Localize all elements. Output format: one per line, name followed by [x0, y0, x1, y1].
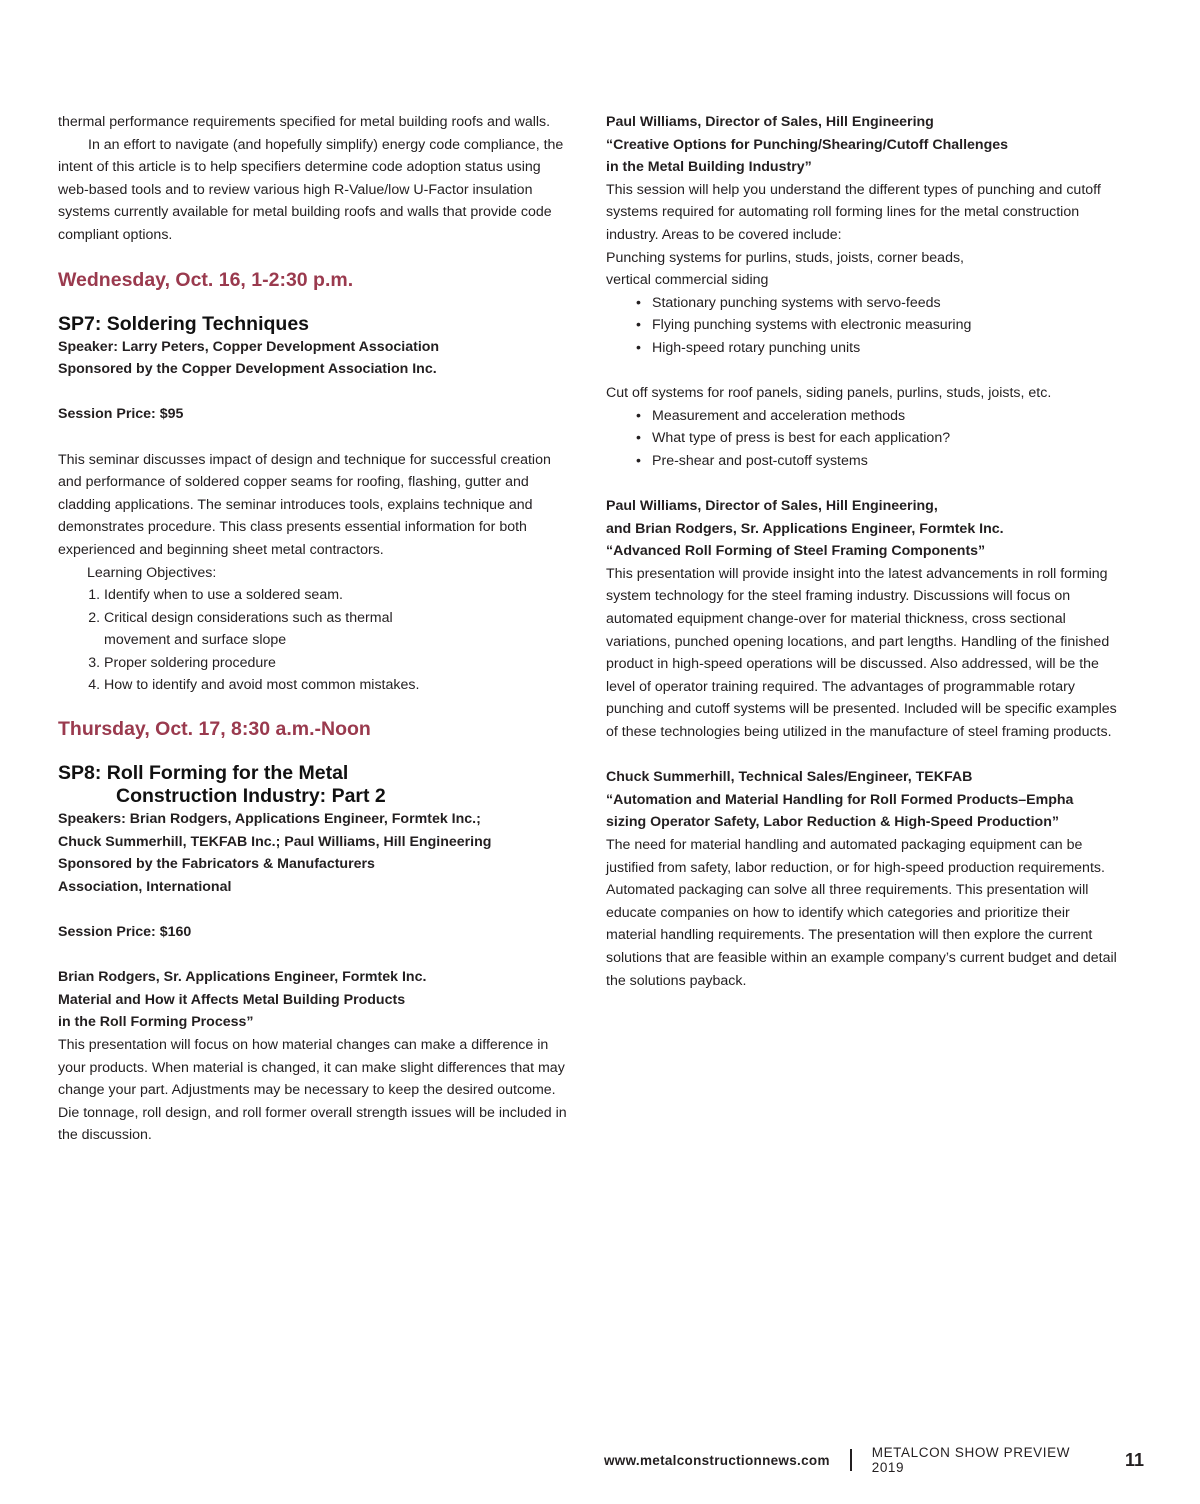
talk3-body: This presentation will provide insight into the latest advancements in roll forming system technology for the steel framing industry. Discussions will focus on automated equipment change-over for material thickness, cross sectional variations, punched opening locations, and part lengths. Handling of the finished product in high-speed operations will be discussed. Also addressed, will be the level of operator training required. The advantages of programmable rotary punching and cutoff systems will be presented. Included will be specific examples of these technologies being utilized in the manufacture of steel framing products. — [606, 565, 1117, 741]
list-item: • Stationary punching systems with servo-feeds — [652, 292, 1118, 315]
talk3-speaker-line2: and Brian Rodgers, Sr. Applications Engineer, Formtek Inc. — [606, 520, 1004, 537]
talk1-body: This presentation will focus on how material changes can make a difference in your products. When material is changed, it can make slight differences that may change your part. Adjustments may be necessary to keep the desired outcome. Die tonnage, roll design, and roll former overall strength issues will be included in the discussion. — [58, 1037, 567, 1144]
sp8-price: Session Price: $160 — [58, 924, 192, 941]
list-item: • Measurement and acceleration methods — [652, 405, 1118, 428]
talk2-punch-line2: vertical commercial siding — [606, 272, 769, 289]
day-heading-wednesday: Wednesday, Oct. 16, 1-2:30 p.m. — [58, 268, 354, 291]
sp8-sponsor-line2: Association, International — [58, 878, 232, 895]
sp8-title-line1: SP8: Roll Forming for the Metal — [58, 762, 349, 785]
sp7-objectives-list — [58, 584, 570, 697]
talk2-body: This session will help you understand the different types of punching and cutoff systems required for automating roll forming lines for the metal construction industry. Areas to be covered include: — [606, 181, 1101, 243]
talk2-punch-line1: Punching systems for purlins, studs, joists, corner beads, — [606, 249, 964, 266]
talk4-body: The need for material handling and automated packaging equipment can be justified from safety, labor reduction, or for high-speed production requirements. Automated packaging can solve all three requirements. This presentation will educate companies on how to identify which categories and prioritize their material handling requirements. The presentation will then explore the current solutions that are feasible within an example company’s current budget and detail the solutions payback. — [606, 837, 1117, 989]
bullet-icon: • — [636, 339, 641, 356]
list-item: • What type of press is best for each application? — [652, 427, 1118, 450]
list-item: 2. Critical design considerations such as thermal movement and surface slope — [104, 607, 570, 652]
talk2-speaker: Paul Williams, Director of Sales, Hill Engineering — [606, 114, 934, 130]
sp8-title — [58, 762, 570, 808]
punch-bullet-list — [606, 292, 1118, 360]
intro-line: thermal performance requirements specified for metal building roofs and walls. — [58, 114, 551, 130]
bullet-icon: • — [636, 317, 641, 334]
bullet-icon: • — [636, 294, 641, 311]
sp7-price: Session Price: $95 — [58, 406, 184, 423]
list-item: • High-speed rotary punching units — [652, 337, 1118, 360]
talk4-title-line2: sizing Operator Safety, Labor Reduction & High-Speed Production” — [606, 814, 1059, 831]
talk4-title-line1: “Automation and Material Handling for Roll Formed Products–Empha — [606, 791, 1074, 808]
bullet-icon: • — [636, 407, 641, 424]
intro-paragraph: In an effort to navigate (and hopefully simplify) energy code compliance, the intent of this article is to help specifiers determine code adoption status using web-based tools and to review various high R-Value/low U-Factor insulation systems currently available for metal building roofs and walls that provide code compliant options. — [58, 136, 564, 243]
page-footer — [604, 1445, 1144, 1475]
sp8-sponsor-line1: Sponsored by the Fabricators & Manufacturers — [58, 856, 375, 873]
list-item: 1. Identify when to use a soldered seam. — [104, 584, 570, 607]
left-column — [58, 111, 570, 1147]
list-item: 3. Proper soldering procedure — [104, 652, 570, 675]
sp8-speakers-line1: Speakers: Brian Rodgers, Applications Engineer, Formtek Inc.; — [58, 811, 481, 828]
sp8-speakers-line2: Chuck Summerhill, TEKFAB Inc.; Paul Williams, Hill Engineering — [58, 833, 492, 850]
sp7-title: SP7: Soldering Techniques — [58, 312, 310, 335]
footer-divider — [850, 1449, 852, 1471]
day-heading-thursday: Thursday, Oct. 17, 8:30 a.m.-Noon — [58, 718, 371, 741]
sp7-objectives-label: Learning Objectives: — [87, 564, 217, 581]
talk2-cutoff-line: Cut off systems for roof panels, siding panels, purlins, studs, joists, etc. — [606, 385, 1052, 402]
cutoff-bullet-list — [606, 405, 1118, 473]
talk1-title-line2: in the Roll Forming Process” — [58, 1014, 254, 1031]
talk4-speaker: Chuck Summerhill, Technical Sales/Engineer, TEKFAB — [606, 769, 973, 786]
sp7-sponsor: Sponsored by the Copper Development Association Inc. — [58, 361, 437, 378]
publication-name: METALCON SHOW PREVIEW 2019 — [871, 1445, 1071, 1475]
page-number: 11 — [1124, 1449, 1144, 1470]
sp8-title-line2: Construction Industry: Part 2 — [116, 785, 386, 808]
right-column — [606, 111, 1118, 992]
list-item: • Pre-shear and post-cutoff systems — [652, 450, 1118, 473]
talk1-title-line1: Material and How it Affects Metal Building Products — [58, 991, 406, 1008]
talk3-speaker-line1: Paul Williams, Director of Sales, Hill Engineering, — [606, 498, 938, 515]
bullet-icon: • — [636, 430, 641, 447]
talk1-speaker: Brian Rodgers, Sr. Applications Engineer, Formtek Inc. — [58, 969, 427, 986]
talk2-title-line2: in the Metal Building Industry” — [606, 159, 812, 176]
list-item: • Flying punching systems with electronic measuring — [652, 314, 1118, 337]
talk3-title: “Advanced Roll Forming of Steel Framing Components” — [606, 543, 986, 560]
sp7-speaker: Speaker: Larry Peters, Copper Development Association — [58, 338, 440, 355]
list-item: 4. How to identify and avoid most common mistakes. — [104, 674, 570, 697]
sp7-description: This seminar discusses impact of design and technique for successful creation and performance of soldered copper seams for roofing, flashing, gutter and cladding applications. The seminar introduces tools, explains technique and demonstrates procedure. This class presents essential information for both experienced and beginning sheet metal contractors. — [58, 451, 551, 558]
website-link[interactable]: www.metalconstructionnews.com — [604, 1452, 830, 1468]
talk2-title-line1: “Creative Options for Punching/Shearing/Cutoff Challenges — [606, 136, 1009, 153]
bullet-icon: • — [636, 452, 641, 469]
